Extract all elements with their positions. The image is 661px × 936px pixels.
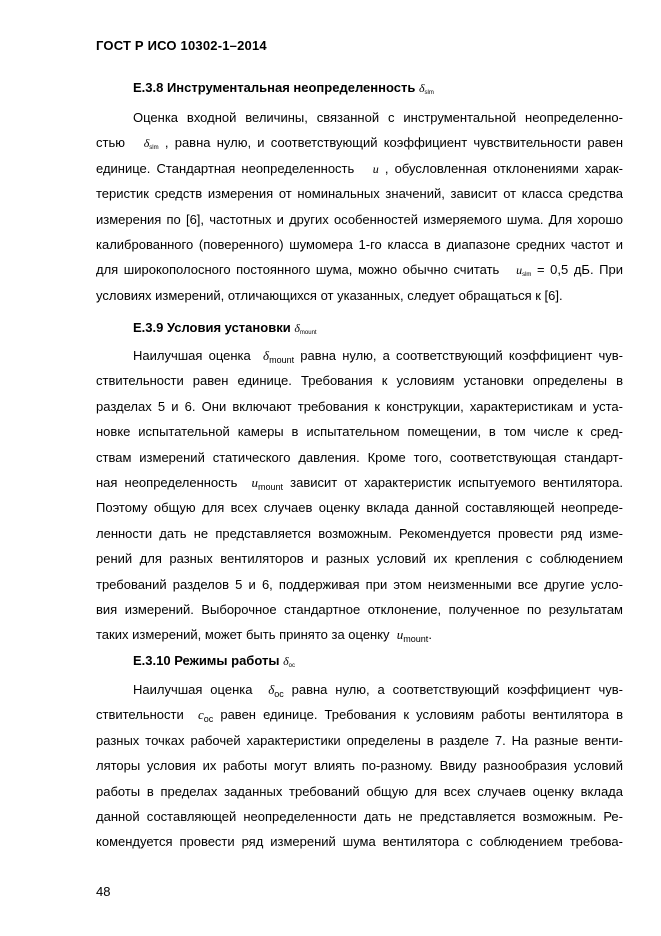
text-line: данной составляющей неопределенности дать не представляется возможным. Ре- — [96, 808, 623, 824]
text-line: измерения по [6], частотных и других особенностей измеряемого шума. Для хорошо — [96, 211, 623, 227]
symbol-u-slm: $u_{slm}$ — [516, 263, 532, 279]
text-line: новке испытательной камеры в испытательном помещении, в том числе к сред- — [96, 424, 623, 440]
section-heading-e39 — [133, 320, 317, 336]
paragraph-e39 — [96, 343, 623, 648]
text-line: комендуется провести ряд измерений шума вентилятора с соблюдением требова- — [96, 834, 623, 850]
section-heading-e310 — [133, 653, 295, 669]
text-line: разделах 5 и 6. Они включают требования к конструкции, характеристикам и уста- — [96, 398, 623, 414]
text-line: условиях измерений, отличающихся от указанных, следует обращаться к [6]. — [96, 287, 563, 303]
section-heading-text: Е.3.9 Условия установки — [133, 320, 291, 335]
text-line: Наилучшая оценка $\delta_{oc}$ равна нулю, а соответствующий коэффициент чув- — [133, 682, 623, 699]
symbol-c-oc: $c_{oc}$ — [197, 707, 214, 725]
section-heading-text: Е.3.8 Инструментальная неопределенность — [133, 80, 416, 95]
text-line: таких измерений, может быть принято за оценку $u_{mount}$. — [96, 627, 432, 645]
symbol-u: u — [372, 161, 379, 176]
text-line: калиброванного (поверенного) шумомера 1-го класса в диапазоне средних частот и — [96, 236, 623, 252]
text-line: ная неопределенность $u_{mount}$ зависит от характеристик испытуемого вентилятора. — [96, 474, 623, 492]
text-line: ляторы условия их работы могут влиять по-разному. Ввиду разнообразия условий — [96, 758, 623, 774]
text-line: Поэтому общую для всех случаев оценку вклада данной составляющей неопреде- — [96, 500, 623, 516]
text-line: ствам измерений статического давления. Кроме того, соответствующая стандарт- — [96, 449, 623, 465]
text-line: требований разделов 5 и 6, поддерживая при этом неизменными все другие усло- — [96, 576, 623, 592]
text-line: стью $\delta_{slm}$ , равна нулю, и соответствующий коэффициент чувствительности равен — [96, 135, 623, 152]
symbol-u-mount: $u_{mount}$ — [251, 474, 284, 492]
symbol-delta-slm: $\delta_{slm}$ — [418, 81, 434, 96]
text-line: ленности дать не представляется возможным. Рекомендуется провести ряд изме- — [96, 525, 623, 541]
standard-header: ГОСТ Р ИСО 10302-1–2014 — [96, 38, 267, 53]
symbol-delta-mount: $\delta_{mount}$ — [294, 321, 317, 336]
text-line: теристик средств измерения от номинальных значений, зависит от класса средства — [96, 186, 623, 202]
text-line: ствительности равен единице. Требования к условиям установки определены в — [96, 373, 623, 389]
text-line: вия измерений. Выборочное стандартное отклонение, полученное по результатам — [96, 601, 623, 617]
text-line: работы в пределах заданных требований общую для всех случаев оценку вклада — [96, 783, 623, 799]
text-line: разных точках рабочей характеристики определены в разделе 7. На разные венти- — [96, 732, 623, 748]
symbol-delta-oc: $\delta_{oc}$ — [268, 682, 284, 699]
text-line: рений для разных вентиляторов и разных условий их крепления с соблюдением — [96, 551, 623, 567]
symbol-u-mount: $u_{mount}$ — [396, 627, 429, 645]
text-line: единице. Стандартная неопределенность u , обусловленная отклонениями харак- — [96, 160, 623, 176]
section-heading-e38 — [133, 80, 434, 96]
text-line: Наилучшая оценка $\delta_{mount}$ равна нулю, а соответствующий коэффициент чув- — [133, 348, 623, 365]
paragraph-e310 — [96, 677, 623, 855]
text-line: ствительности $c_{oc}$ равен единице. Требования к условиям работы вентилятора в — [96, 707, 623, 725]
page-number: 48 — [96, 884, 111, 899]
symbol-delta-mount: $\delta_{mount}$ — [263, 348, 295, 365]
text-line: для широкополосного постоянного шума, можно обычно считать $u_{slm} = 0,5$ дБ. При — [96, 262, 623, 279]
text-line: Оценка входной величины, связанной с инструментальной неопределенно- — [133, 110, 623, 125]
section-heading-text: Е.3.10 Режимы работы — [133, 653, 280, 668]
paragraph-e38 — [96, 105, 623, 308]
symbol-delta-slm: $\delta_{slm}$ — [143, 136, 159, 152]
symbol-delta-oc: $\delta_{oc}$ — [283, 654, 295, 669]
